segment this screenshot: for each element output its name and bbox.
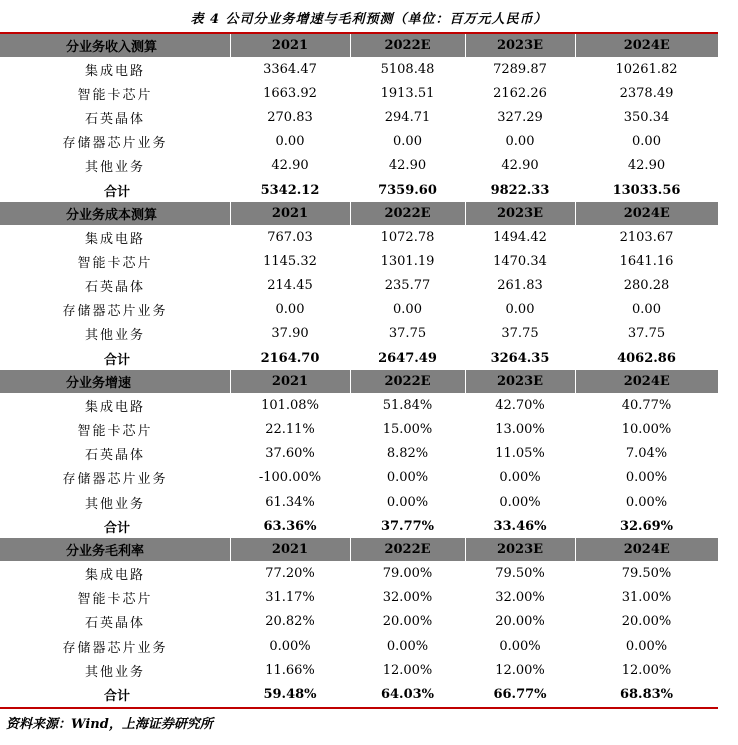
table-row <box>0 634 718 658</box>
year-header: 2023E <box>465 538 575 561</box>
table-row <box>0 81 718 105</box>
table-row <box>0 57 718 81</box>
row-label-cell <box>0 81 230 105</box>
row-label: 石英晶体 <box>84 616 145 632</box>
value-cell: 270.83 <box>267 109 313 125</box>
source-note: 资料来源：Wind，上海证券研究所 <box>6 717 213 732</box>
value-cell: 0.00 <box>393 134 422 150</box>
value-cell: 79.50% <box>495 565 545 581</box>
table-row <box>0 490 718 514</box>
forecast-table <box>0 32 718 709</box>
total-row <box>0 178 718 202</box>
year-header: 2022E <box>350 370 465 393</box>
total-value-cell: 4062.86 <box>617 350 676 366</box>
data-table <box>0 34 718 707</box>
value-cell: 327.29 <box>497 109 543 125</box>
value-cell: 0.00% <box>625 470 668 486</box>
total-label: 合计 <box>104 520 131 536</box>
total-value-cell: 2647.49 <box>378 350 437 366</box>
row-label: 智能卡芯片 <box>77 255 153 271</box>
table-row <box>0 225 718 249</box>
total-value-cell: 7359.60 <box>378 182 437 198</box>
row-label-cell <box>0 490 230 514</box>
value-cell: 37.75 <box>388 326 427 342</box>
value-cell: 12.00% <box>621 662 672 678</box>
row-label-cell <box>0 466 230 490</box>
total-row <box>0 682 718 706</box>
value-cell: 5108.48 <box>380 61 435 77</box>
row-label-cell <box>0 634 230 658</box>
value-cell: 22.11% <box>265 422 315 438</box>
row-label: 石英晶体 <box>84 280 145 296</box>
section-title: 分业务成本测算 <box>0 202 230 225</box>
value-cell: 20.00% <box>621 614 672 630</box>
value-cell: 42.90 <box>271 158 309 174</box>
value-cell: 20.00% <box>382 614 433 630</box>
total-label: 合计 <box>104 184 131 200</box>
value-cell: 11.05% <box>495 446 545 462</box>
table-row <box>0 322 718 346</box>
total-value-cell: 9822.33 <box>490 182 550 198</box>
row-label-cell <box>0 322 230 346</box>
year-header: 2024E <box>575 202 718 225</box>
table-row <box>0 154 718 178</box>
value-cell: 11.66% <box>265 662 315 678</box>
value-cell: 767.03 <box>267 229 313 245</box>
table-row <box>0 130 718 154</box>
value-cell: 31.00% <box>621 590 672 606</box>
table-title: 表 4 公司分业务增速与毛利预测（单位：百万元人民币） <box>190 12 548 27</box>
table-row <box>0 466 718 490</box>
table-row <box>0 274 718 298</box>
year-header: 2022E <box>350 538 465 561</box>
value-cell: 37.75 <box>627 326 666 342</box>
row-label-cell <box>0 561 230 585</box>
total-value-cell: 37.77% <box>380 518 435 534</box>
value-cell: 0.00% <box>269 638 311 654</box>
value-cell: 1470.34 <box>493 253 547 269</box>
total-row <box>0 514 718 538</box>
value-cell: 0.00 <box>275 134 305 150</box>
value-cell: 3364.47 <box>263 61 317 77</box>
year-header: 2021 <box>230 370 350 393</box>
value-cell: 42.90 <box>627 158 666 174</box>
value-cell: 1913.51 <box>380 85 435 101</box>
year-header: 2024E <box>575 370 718 393</box>
table-row <box>0 417 718 441</box>
value-cell: 350.34 <box>623 109 670 125</box>
row-label-cell <box>0 393 230 417</box>
value-cell: 235.77 <box>384 278 431 294</box>
row-label-cell <box>0 610 230 634</box>
value-cell: 1301.19 <box>380 253 435 269</box>
value-cell: 0.00 <box>505 302 535 318</box>
value-cell: 214.45 <box>267 278 313 294</box>
row-label-cell <box>0 130 230 154</box>
row-label-cell <box>0 586 230 610</box>
value-cell: 77.20% <box>265 565 315 581</box>
year-header: 2023E <box>465 370 575 393</box>
value-cell: 12.00% <box>382 662 433 678</box>
value-cell: 61.34% <box>265 494 315 510</box>
table-row <box>0 442 718 466</box>
total-value-cell: 68.83% <box>619 686 674 702</box>
value-cell: 261.83 <box>497 278 543 294</box>
row-label: 智能卡芯片 <box>77 424 153 440</box>
value-cell: 37.90 <box>271 326 309 342</box>
section-header-row <box>0 370 718 393</box>
section-title: 分业务毛利率 <box>0 538 230 561</box>
table-row <box>0 658 718 682</box>
value-cell: 32.00% <box>382 590 433 606</box>
year-header: 2021 <box>230 34 350 57</box>
value-cell: 1145.32 <box>263 253 317 269</box>
year-header: 2021 <box>230 202 350 225</box>
row-label-cell <box>0 57 230 81</box>
section-header-row <box>0 34 718 57</box>
year-header: 2023E <box>465 34 575 57</box>
value-cell: 0.00 <box>505 134 535 150</box>
row-label-cell <box>0 249 230 273</box>
year-header: 2022E <box>350 34 465 57</box>
value-cell: 0.00% <box>625 494 668 510</box>
row-label: 集成电路 <box>84 63 145 79</box>
total-label: 合计 <box>104 352 131 368</box>
total-value-cell: 5342.12 <box>260 182 320 198</box>
total-value-cell: 66.77% <box>493 686 547 702</box>
value-cell: 1072.78 <box>380 229 435 245</box>
value-cell: 2162.26 <box>493 85 547 101</box>
value-cell: 0.00% <box>386 494 429 510</box>
total-value-cell: 63.36% <box>263 518 317 534</box>
year-header: 2022E <box>350 202 465 225</box>
total-value-cell: 2164.70 <box>260 350 320 366</box>
row-label: 其他业务 <box>84 664 145 680</box>
row-label: 存储器芯片业务 <box>62 472 168 488</box>
total-value-cell: 33.46% <box>493 518 547 534</box>
row-label-cell <box>0 658 230 682</box>
year-header: 2024E <box>575 34 718 57</box>
value-cell: 79.00% <box>382 565 433 581</box>
value-cell: 2378.49 <box>619 85 674 101</box>
row-label: 其他业务 <box>84 160 145 176</box>
table-row <box>0 586 718 610</box>
value-cell: 0.00 <box>632 134 661 150</box>
total-value-cell: 3264.35 <box>490 350 550 366</box>
total-value-cell: 13033.56 <box>612 182 681 198</box>
row-label: 集成电路 <box>84 231 145 247</box>
row-label: 石英晶体 <box>84 448 145 464</box>
value-cell: 20.82% <box>265 614 315 630</box>
value-cell: 42.90 <box>501 158 539 174</box>
value-cell: 10.00% <box>621 422 672 438</box>
table-row <box>0 610 718 634</box>
value-cell: 0.00% <box>625 638 668 654</box>
row-label-cell <box>0 154 230 178</box>
row-label: 存储器芯片业务 <box>62 304 168 320</box>
table-row <box>0 249 718 273</box>
table-row <box>0 393 718 417</box>
value-cell: 0.00 <box>393 302 422 318</box>
section-header-row <box>0 202 718 225</box>
section-title: 分业务增速 <box>0 370 230 393</box>
value-cell: 13.00% <box>495 422 545 438</box>
row-label-cell <box>0 298 230 322</box>
value-cell: 1494.42 <box>493 229 547 245</box>
value-cell: 37.60% <box>265 446 315 462</box>
value-cell: 40.77% <box>621 397 672 413</box>
value-cell: 7.04% <box>625 446 668 462</box>
row-label: 集成电路 <box>84 399 145 415</box>
row-label: 智能卡芯片 <box>77 592 153 608</box>
value-cell: 0.00% <box>386 638 429 654</box>
value-cell: 20.00% <box>495 614 545 630</box>
row-label: 其他业务 <box>84 496 145 512</box>
table-row <box>0 561 718 585</box>
value-cell: 0.00 <box>632 302 661 318</box>
row-label-cell <box>0 105 230 129</box>
value-cell: 37.75 <box>501 326 539 342</box>
row-label-cell <box>0 274 230 298</box>
row-label: 存储器芯片业务 <box>62 136 168 152</box>
value-cell: 1663.92 <box>263 85 317 101</box>
value-cell: 42.90 <box>388 158 427 174</box>
value-cell: 15.00% <box>382 422 433 438</box>
year-header: 2023E <box>465 202 575 225</box>
bottom-rule <box>0 707 718 709</box>
row-label: 存储器芯片业务 <box>62 640 168 656</box>
value-cell: -100.00% <box>258 470 322 486</box>
value-cell: 280.28 <box>623 278 670 294</box>
value-cell: 0.00 <box>275 302 305 318</box>
row-label: 智能卡芯片 <box>77 87 153 103</box>
value-cell: 12.00% <box>495 662 545 678</box>
value-cell: 294.71 <box>384 109 431 125</box>
value-cell: 1641.16 <box>619 253 674 269</box>
row-label-cell <box>0 225 230 249</box>
value-cell: 51.84% <box>382 397 433 413</box>
section-title: 分业务收入测算 <box>0 34 230 57</box>
total-label: 合计 <box>104 688 131 704</box>
value-cell: 0.00% <box>499 638 541 654</box>
section-header-row <box>0 538 718 561</box>
value-cell: 0.00% <box>386 470 429 486</box>
value-cell: 2103.67 <box>619 229 674 245</box>
table-row <box>0 105 718 129</box>
value-cell: 8.82% <box>386 446 429 462</box>
row-label-cell <box>0 442 230 466</box>
row-label: 石英晶体 <box>84 111 145 127</box>
row-label-cell <box>0 417 230 441</box>
total-value-cell: 32.69% <box>619 518 674 534</box>
total-row <box>0 346 718 370</box>
total-value-cell: 59.48% <box>263 686 317 702</box>
year-header: 2024E <box>575 538 718 561</box>
table-row <box>0 298 718 322</box>
row-label: 其他业务 <box>84 328 145 344</box>
value-cell: 79.50% <box>621 565 672 581</box>
table-body <box>0 34 718 707</box>
year-header: 2021 <box>230 538 350 561</box>
value-cell: 0.00% <box>499 494 541 510</box>
value-cell: 42.70% <box>495 397 545 413</box>
value-cell: 7289.87 <box>493 61 547 77</box>
value-cell: 31.17% <box>265 590 315 606</box>
value-cell: 10261.82 <box>615 61 678 77</box>
row-label: 集成电路 <box>84 567 145 583</box>
total-value-cell: 64.03% <box>380 686 435 702</box>
value-cell: 32.00% <box>495 590 545 606</box>
value-cell: 0.00% <box>499 470 541 486</box>
value-cell: 101.08% <box>261 397 319 413</box>
